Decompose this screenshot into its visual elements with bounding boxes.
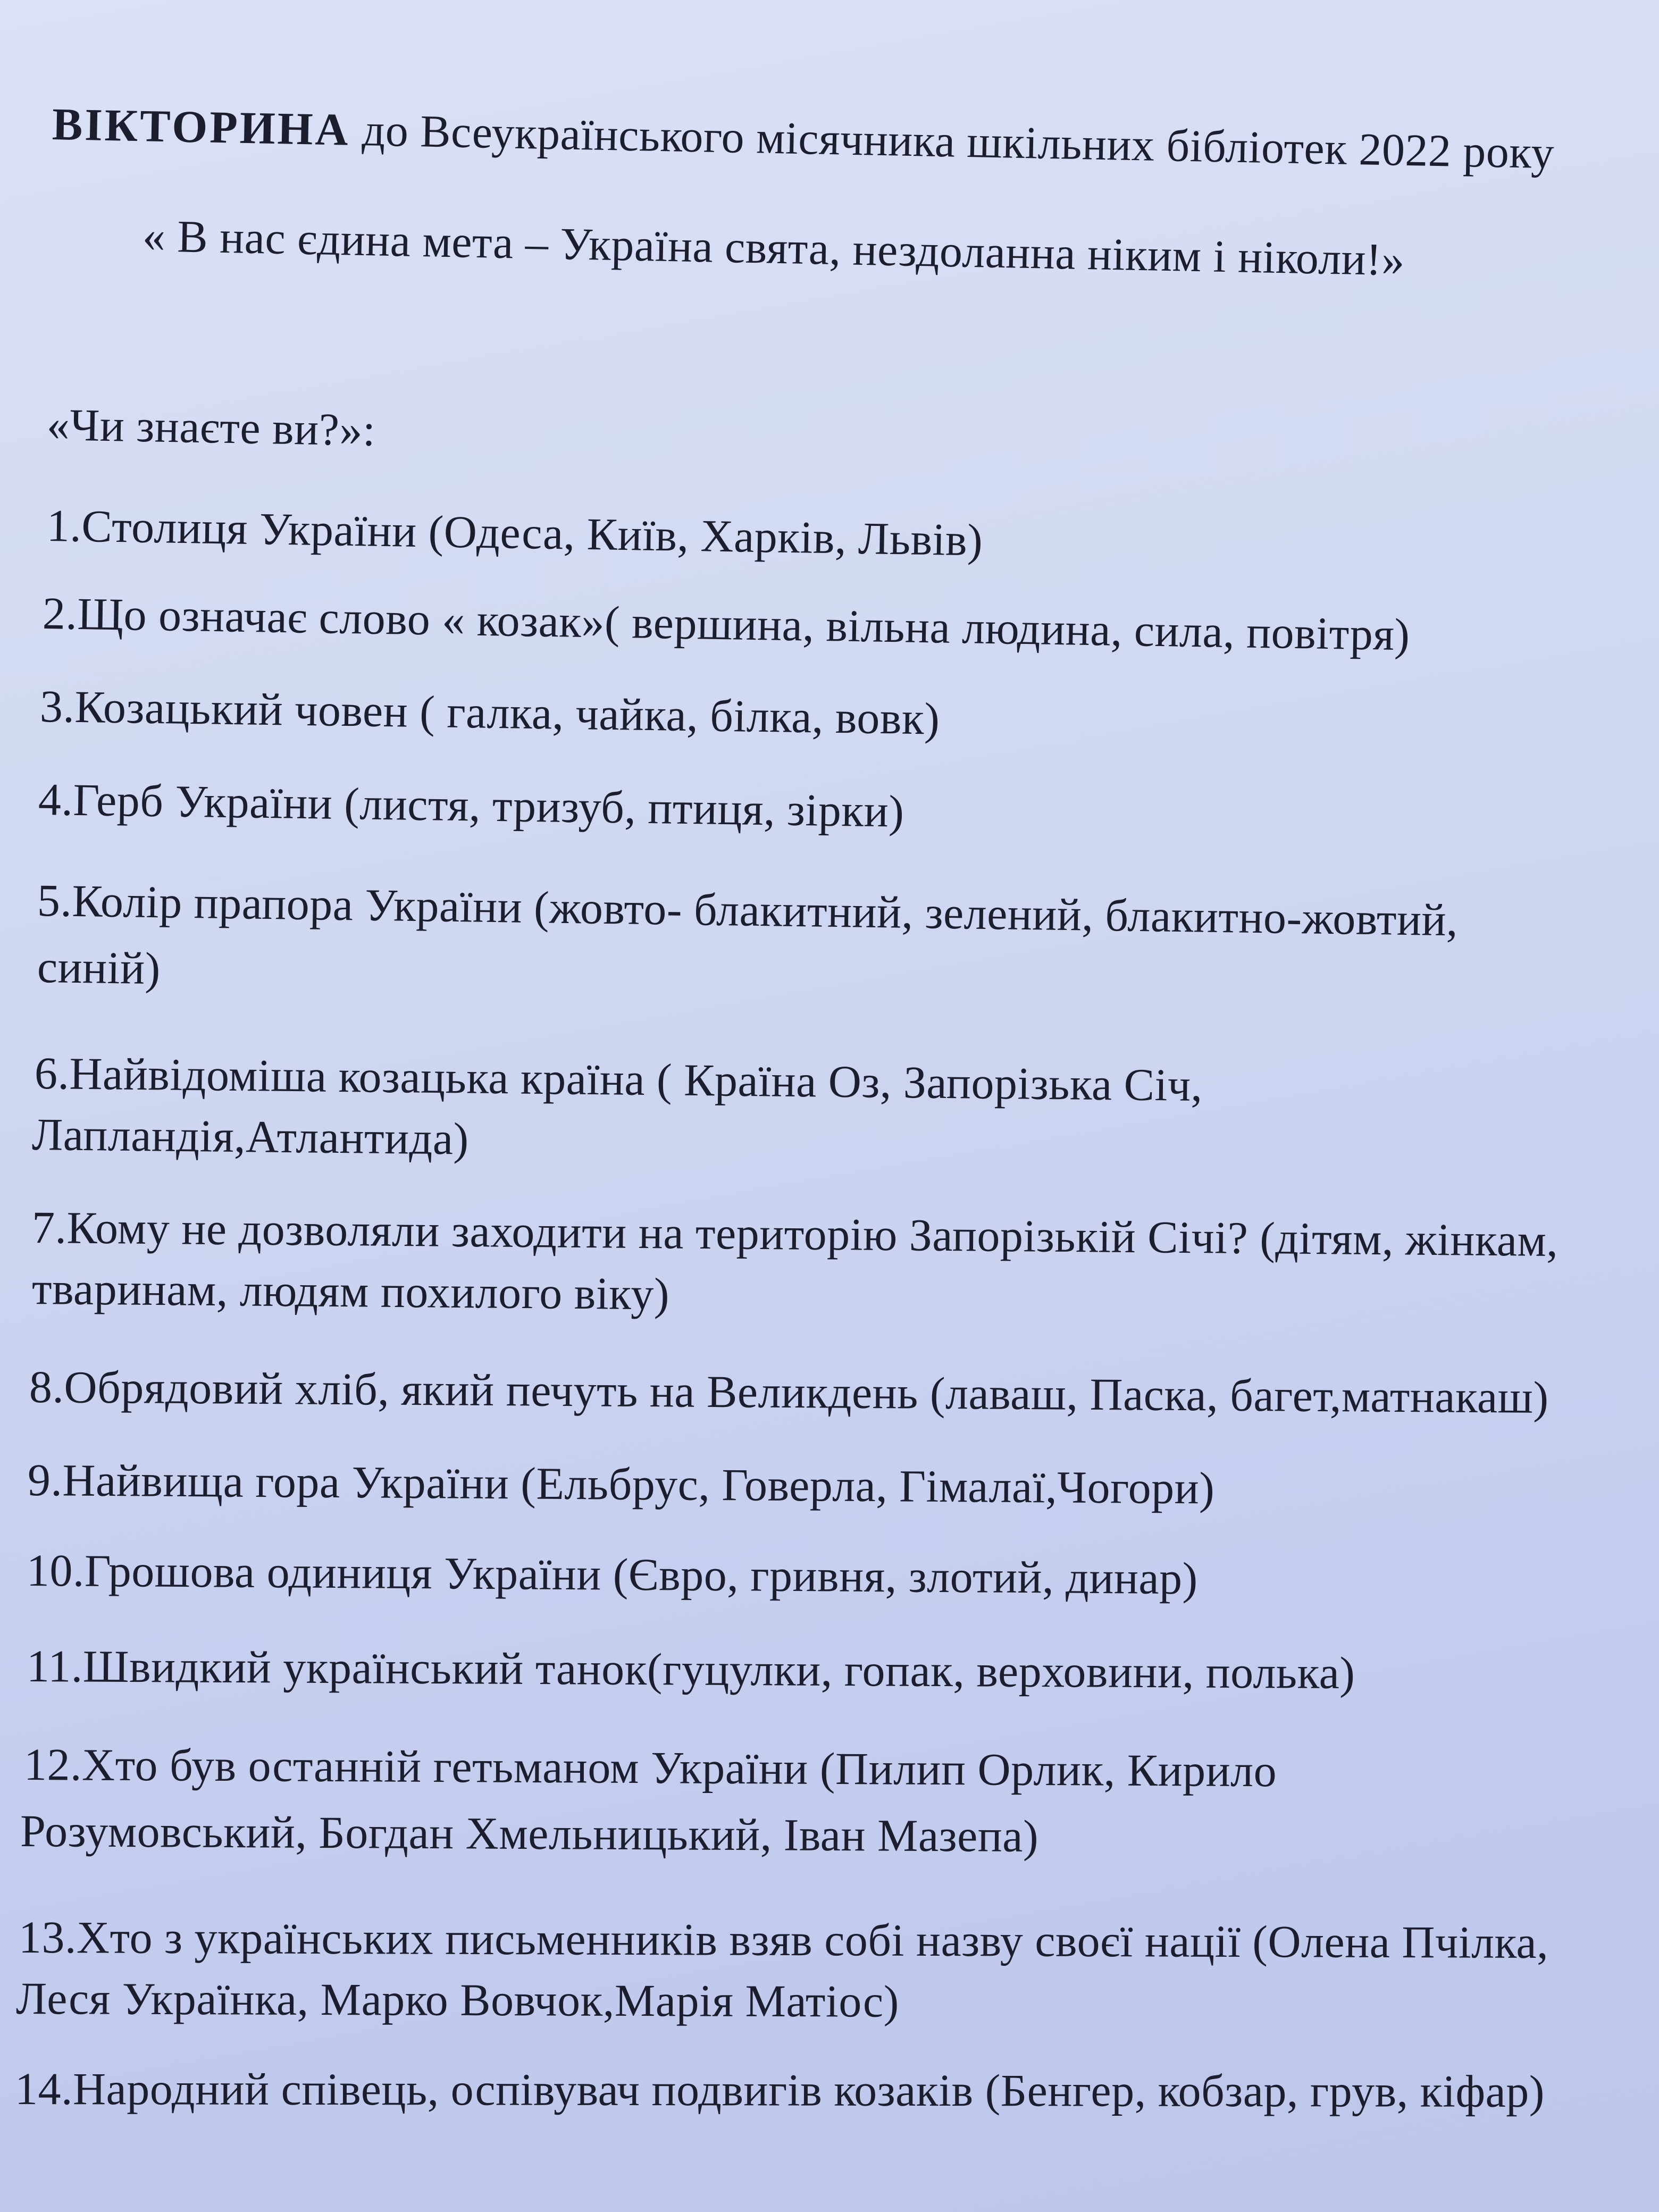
question-1: 1.Столиця України (Одеса, Київ, Харків, Львів) [46, 500, 984, 566]
question-6-line1: 6.Найвідоміша козацька країна ( Країна Оз, Запорізька Січ, [34, 1048, 1203, 1111]
question-10: 10.Грошова одиниця України (Євро, гривня, злотий, динар) [26, 1545, 1199, 1604]
question-8: 8.Обрядовий хліб, який печуть на Великдень (лаваш, Паска, багет,матнакаш) [29, 1361, 1549, 1423]
question-7-line2: тваринам, людям похилого віку) [31, 1263, 670, 1320]
document-subtitle: « В нас єдина мета – Україна свята, нездоланна ніким і ніколи!» [142, 210, 1405, 286]
document-title [52, 98, 1555, 179]
section-heading: «Чи знаєте ви?»: [46, 399, 376, 456]
question-12-line2: Розумовський, Богдан Хмельницький, Іван Мазепа) [20, 1805, 1039, 1862]
question-3: 3.Козацький човен ( галка, чайка, білка, вовк) [39, 681, 941, 744]
question-9: 9.Найвища гора України (Ельбрус, Говерла, Гімалаї,Чогори) [27, 1454, 1215, 1514]
question-11: 11.Швидкий український танок(гуцулки, гопак, верховини, полька) [26, 1640, 1355, 1699]
question-14: 14.Народний співець, оспівувач подвигів козаків (Бенгер, кобзар, грув, кіфар) [14, 2063, 1545, 2117]
question-4: 4.Герб України (листя, тризуб, птиця, зірки) [38, 774, 905, 837]
question-6-line2: Лапландія,Атлантида) [31, 1109, 470, 1164]
title-rest: до Всеукраїнського місячника шкільних бібліотек 2022 року [349, 104, 1555, 179]
question-5-line1: 5.Колір прапора України (жовто- блакитний, зелений, блакитно-жовтий, [37, 875, 1459, 946]
question-7-line1: 7.Кому не дозволяли заходити на територію Запорізькій Січі? (дітям, жінкам, [31, 1202, 1559, 1267]
question-5-line2: синій) [37, 941, 161, 994]
question-12-line1: 12.Хто був останній гетьманом України (Пилип Орлик, Кирило [23, 1739, 1277, 1797]
question-13-line2: Леся Українка, Марко Вовчок,Марія Матіос) [15, 1973, 900, 2027]
question-2: 2.Що означає слово « козак»( вершина, вільна людина, сила, повітря) [42, 588, 1411, 660]
question-13-line1: 13.Хто з українських письменників взяв собі назву своєї нації (Олена Пчілка, [18, 1912, 1549, 1968]
title-word: ВІКТОРИНА [52, 98, 351, 155]
